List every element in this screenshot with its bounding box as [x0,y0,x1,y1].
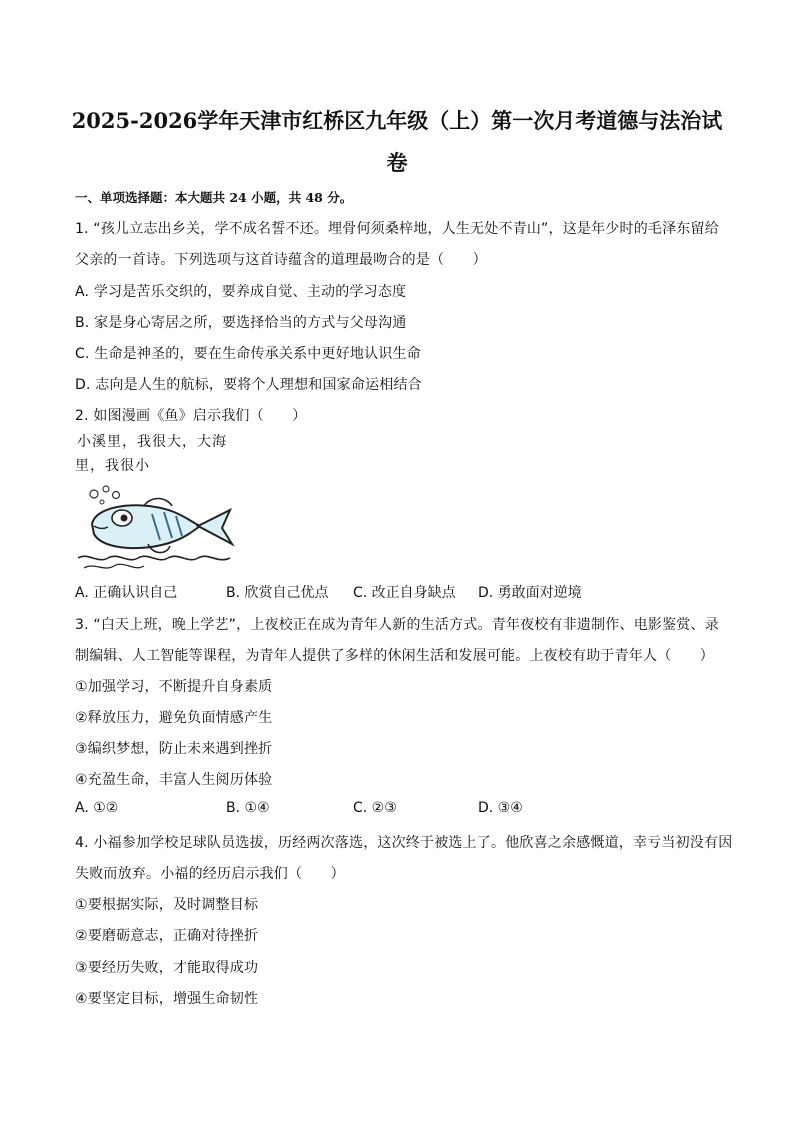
fish-cartoon-icon [74,482,238,570]
title-line-1: 2025-2026学年天津市红桥区九年级（上）第一次月考道德与法治试 [71,108,723,133]
title-line-2: 卷 [386,150,408,175]
q2-comic-caption-2: 里，我很小 [75,458,150,474]
q3-stem-line-2: 制编辑、人工智能等课程，为青年人提供了多样的休闲生活和发展可能。上夜校有助于青年人（ ） [75,648,714,664]
q2-option-c: C. 改正自身缺点 [353,585,456,601]
q1-option-c: C. 生命是神圣的，要在生命传承关系中更好地认识生命 [75,346,421,362]
q3-item-2: ②释放压力，避免负面情感产生 [75,710,273,726]
q3-option-a: A. ①② [75,800,119,816]
exam-title [60,100,734,184]
q3-stem-line-1: 3. “白天上班，晚上学艺”，上夜校正在成为青年人新的生活方式。青年夜校有非遗制作、电影鉴赏、录 [75,617,719,633]
section-header: 一、单项选择题：本大题共 24 小题，共 48 分。 [75,190,353,205]
q3-item-3: ③编织梦想，防止未来遇到挫折 [75,741,273,757]
q2-option-a: A. 正确认识自己 [75,585,178,601]
q2-option-b: B. 欣赏自己优点 [226,585,329,601]
q4-item-1: ①要根据实际，及时调整目标 [75,897,259,913]
q1-option-a: A. 学习是苦乐交织的，要养成自觉、主动的学习态度 [75,284,407,300]
q2-comic-caption-1: 小溪里，我很大，大海 [77,434,227,450]
q3-item-4: ④充盈生命，丰富人生阅历体验 [75,772,273,788]
q3-item-1: ①加强学习，不断提升自身素质 [75,679,273,695]
q1-stem-line-2: 父亲的一首诗。下列选项与这首诗蕴含的道理最吻合的是（ ） [75,252,487,268]
q1-stem-line-1: 1. “孩儿立志出乡关，学不成名誓不还。埋骨何须桑梓地，人生无处不青山”，这是年少时的毛泽东留给 [75,221,719,237]
q4-stem-line-1: 4. 小福参加学校足球队员选拔，历经两次落选，这次终于被选上了。他欣喜之余感慨道，幸亏当初没有因 [75,835,733,851]
q4-item-4: ④要坚定目标，增强生命韧性 [75,991,259,1007]
q4-item-3: ③要经历失败，才能取得成功 [75,960,259,976]
q3-option-d: D. ③④ [478,800,523,816]
q4-stem-line-2: 失败而放弃。小福的经历启示我们（ ） [75,866,345,882]
q3-option-c: C. ②③ [353,800,397,816]
q3-option-b: B. ①④ [226,800,270,816]
q2-stem: 2. 如图漫画《鱼》启示我们（ ） [75,408,307,424]
q2-option-d: D. 勇敢面对逆境 [478,585,582,601]
q1-option-b: B. 家是身心寄居之所，要选择恰当的方式与父母沟通 [75,315,407,331]
q1-option-d: D. 志向是人生的航标，要将个人理想和国家命运相结合 [75,377,422,393]
q4-item-2: ②要磨砺意志，正确对待挫折 [75,928,259,944]
